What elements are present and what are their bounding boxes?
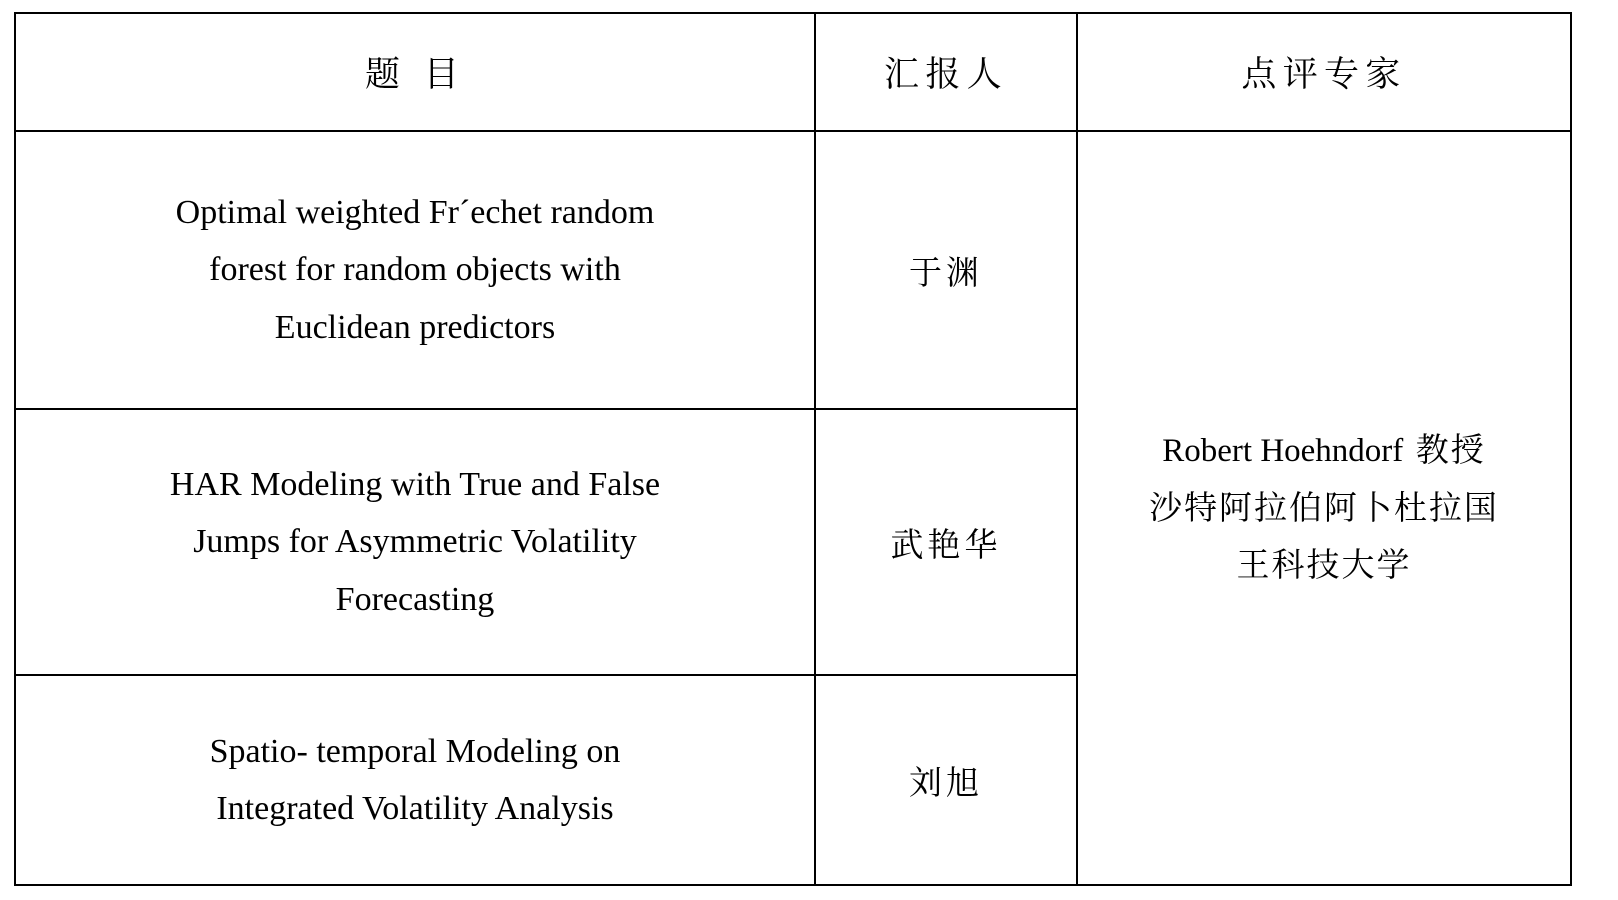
talk-title-line: Jumps for Asymmetric Volatility bbox=[193, 523, 637, 561]
column-header-expert-label: 点评专家 bbox=[1241, 55, 1407, 95]
column-header-speaker bbox=[815, 13, 1077, 131]
talk-title-cell bbox=[15, 131, 815, 409]
talk-title-line: Spatio- temporal Modeling on bbox=[209, 732, 621, 770]
expert-name-latin: Robert Hoehndorf bbox=[1162, 433, 1404, 470]
talk-title-line: Forecasting bbox=[335, 580, 495, 618]
column-header-title-label: 题 目 bbox=[364, 55, 466, 95]
speaker-cell bbox=[815, 409, 1077, 675]
column-header-title bbox=[15, 13, 815, 131]
expert-cell bbox=[1077, 131, 1571, 885]
talk-title-line: Optimal weighted Fr´echet random bbox=[175, 194, 655, 232]
speaker-name: 于渊 bbox=[909, 252, 983, 292]
talk-title-line: forest for random objects with bbox=[209, 251, 621, 289]
speaker-cell bbox=[815, 675, 1077, 885]
expert-affiliation-line: 沙特阿拉伯阿卜杜拉国 bbox=[1149, 488, 1499, 528]
column-header-speaker-label: 汇报人 bbox=[884, 55, 1008, 95]
session-schedule-table bbox=[14, 12, 1572, 886]
speaker-name: 刘旭 bbox=[909, 762, 983, 802]
speaker-cell bbox=[815, 131, 1077, 409]
table-row bbox=[15, 131, 1571, 409]
expert-name-line bbox=[1088, 422, 1560, 480]
table-header-row bbox=[15, 13, 1571, 131]
expert-title-cn: 教授 bbox=[1403, 430, 1486, 470]
talk-title-line: HAR Modeling with True and False bbox=[169, 466, 661, 504]
expert-affiliation-line: 王科技大学 bbox=[1236, 544, 1412, 584]
talk-title-cell bbox=[15, 409, 815, 675]
talk-title-cell bbox=[15, 675, 815, 885]
speaker-name: 武艳华 bbox=[890, 524, 1002, 564]
talk-title-line: Euclidean predictors bbox=[274, 308, 556, 346]
column-header-expert bbox=[1077, 13, 1571, 131]
talk-title-line: Integrated Volatility Analysis bbox=[216, 790, 614, 827]
